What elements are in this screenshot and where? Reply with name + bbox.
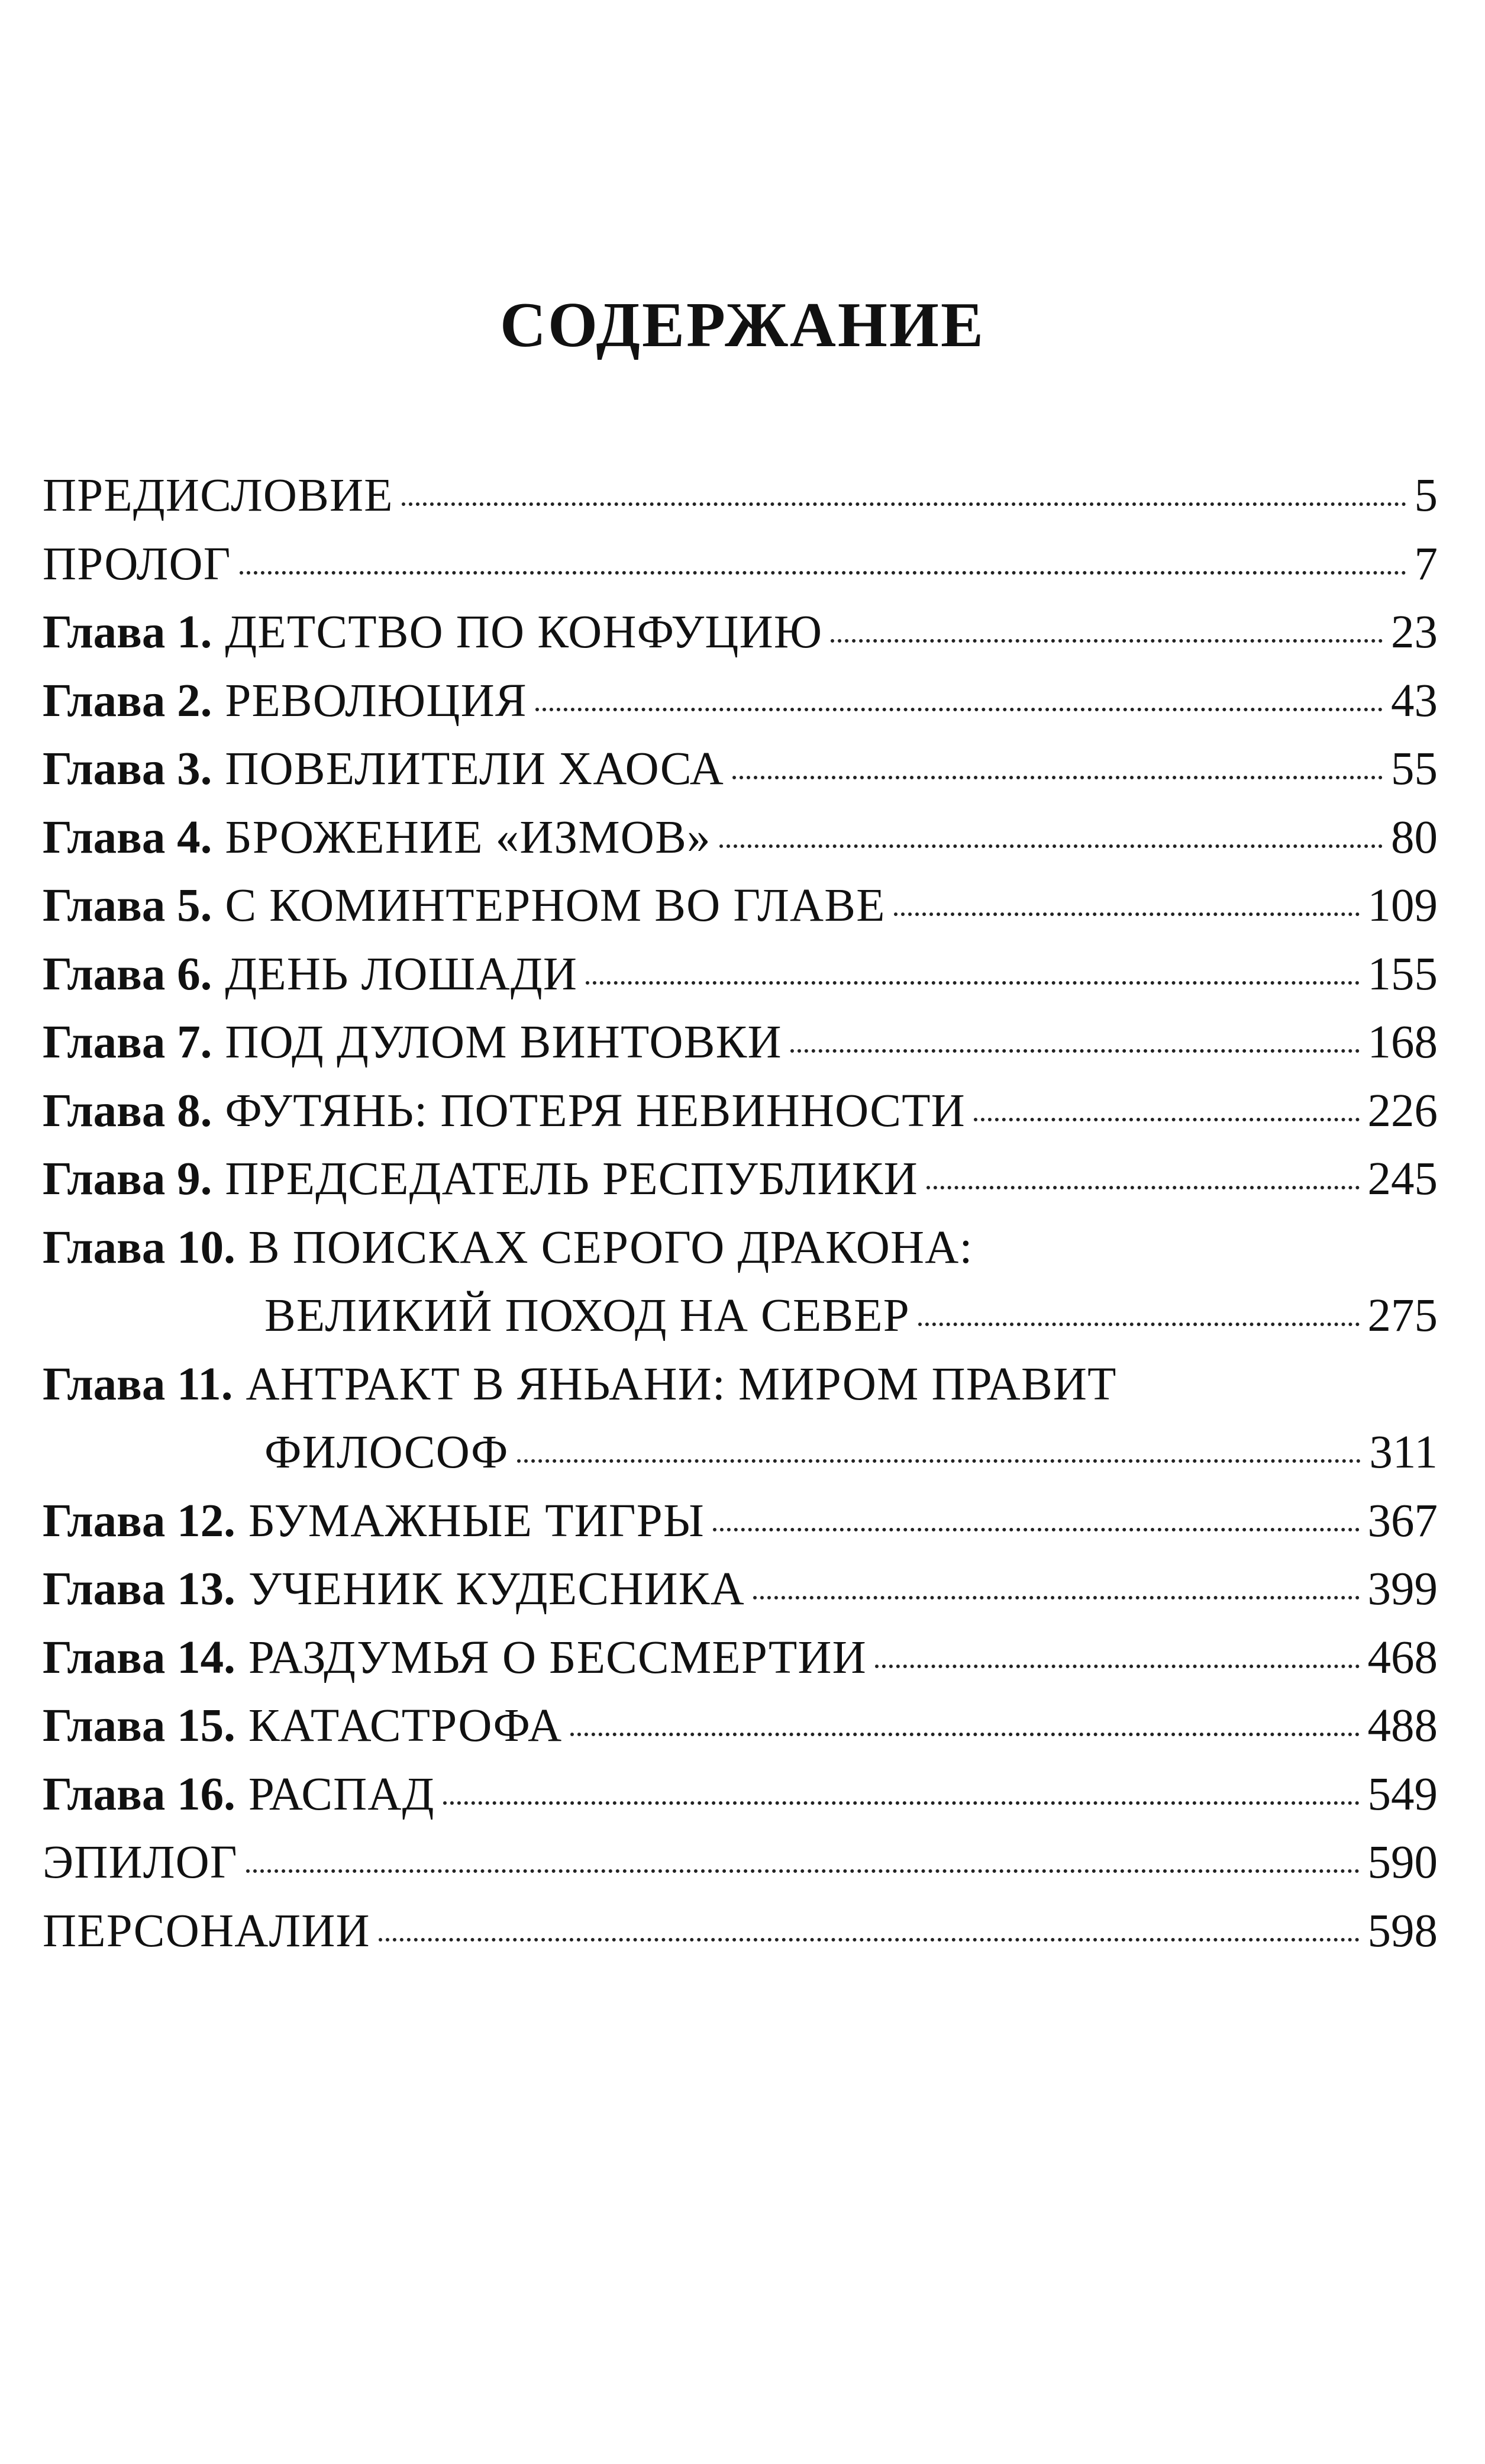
chapter-label: Глава 14.: [43, 1631, 235, 1683]
page-number: 245: [1367, 1153, 1438, 1205]
toc-entry: [43, 1555, 1438, 1624]
page-number: 5: [1414, 470, 1438, 521]
dot-leader: [790, 1049, 1360, 1053]
page-number: 549: [1367, 1768, 1438, 1820]
toc-entry: [43, 667, 1438, 736]
chapter-title: ДЕТСТВО ПО КОНФУЦИЮ: [225, 607, 823, 658]
chapter-label: Глава 2.: [43, 675, 212, 727]
chapter-title: ПРЕДСЕДАТЕЛЬ РЕСПУБЛИКИ: [225, 1153, 918, 1205]
page-number: 399: [1367, 1563, 1438, 1615]
toc-entry: [43, 530, 1438, 599]
dot-leader: [402, 502, 1406, 506]
dot-leader: [535, 708, 1383, 711]
page-number: 23: [1391, 607, 1438, 658]
toc-entry: [43, 1077, 1438, 1146]
chapter-label: Глава 6.: [43, 948, 212, 1000]
chapter-label: Глава 15.: [43, 1700, 235, 1752]
chapter-title: УЧЕНИК КУДЕСНИКА: [248, 1563, 745, 1615]
dot-leader: [875, 1665, 1360, 1668]
chapter-label: Глава 7.: [43, 1017, 212, 1068]
chapter-title: БУМАЖНЫЕ ТИГРЫ: [248, 1495, 705, 1547]
chapter-title: БРОЖЕНИЕ «ИЗМОВ»: [225, 811, 711, 863]
page-number: 311: [1369, 1427, 1438, 1478]
dot-leader: [894, 912, 1360, 916]
dot-leader: [918, 1323, 1360, 1326]
table-of-contents: [43, 462, 1438, 1965]
dot-leader: [753, 1596, 1360, 1599]
dot-leader: [240, 571, 1406, 575]
chapter-title: АНТРАКТ В ЯНЬАНИ: МИРОМ ПРАВИТ: [246, 1358, 1117, 1410]
toc-entry: [43, 598, 1438, 667]
chapter-label: Глава 16.: [43, 1768, 235, 1820]
chapter-title: КАТАСТРОФА: [248, 1700, 563, 1752]
chapter-title: ФИЛОСОФ: [264, 1427, 509, 1478]
chapter-title: ВЕЛИКИЙ ПОХОД НА СЕВЕР: [264, 1290, 910, 1341]
chapter-label: Глава 4.: [43, 811, 212, 863]
dot-leader: [517, 1459, 1361, 1463]
toc-entry: [43, 1350, 1438, 1419]
chapter-label: Глава 8.: [43, 1085, 212, 1137]
chapter-title: В ПОИСКАХ СЕРОГО ДРАКОНА:: [248, 1221, 973, 1273]
chapter-label: Глава 9.: [43, 1153, 212, 1205]
page-number: 226: [1367, 1085, 1438, 1137]
toc-entry: [43, 1282, 1438, 1350]
chapter-title: РАСПАД: [248, 1768, 435, 1820]
toc-entry: [43, 1624, 1438, 1692]
chapter-title: С КОМИНТЕРНОМ ВО ГЛАВЕ: [225, 880, 886, 931]
page-number: 275: [1367, 1290, 1438, 1341]
dot-leader: [443, 1801, 1360, 1805]
toc-entry: [43, 1214, 1438, 1282]
chapter-label: Глава 3.: [43, 743, 212, 795]
page-number: 55: [1391, 743, 1438, 795]
chapter-label: Глава 1.: [43, 607, 212, 658]
dot-leader: [379, 1938, 1360, 1941]
chapter-title: РЕВОЛЮЦИЯ: [225, 675, 527, 727]
toc-entry: [43, 872, 1438, 940]
toc-entry: [43, 804, 1438, 872]
dot-leader: [831, 639, 1383, 643]
page-number: 155: [1367, 948, 1438, 1000]
chapter-title: ПРЕДИСЛОВИЕ: [43, 470, 393, 521]
page-number: 43: [1391, 675, 1438, 727]
toc-entry: [43, 1692, 1438, 1760]
toc-entry: [43, 1145, 1438, 1214]
dot-leader: [246, 1869, 1360, 1873]
page-number: 80: [1391, 811, 1438, 863]
toc-entry: [43, 940, 1438, 1009]
dot-leader: [713, 1528, 1359, 1531]
chapter-label: Глава 10.: [43, 1221, 235, 1273]
chapter-title: ПРОЛОГ: [43, 538, 231, 590]
page-number: 590: [1367, 1837, 1438, 1888]
chapter-title: ДЕНЬ ЛОШАДИ: [225, 948, 578, 1000]
page-number: 168: [1367, 1017, 1438, 1068]
toc-entry: [43, 1760, 1438, 1829]
page-number: 367: [1367, 1495, 1438, 1547]
toc-entry: [43, 1418, 1438, 1487]
dot-leader: [926, 1186, 1360, 1189]
page-number: 109: [1367, 880, 1438, 931]
toc-entry: [43, 462, 1438, 530]
toc-entry: [43, 1897, 1438, 1966]
chapter-label: Глава 11.: [43, 1358, 233, 1410]
chapter-label: Глава 13.: [43, 1563, 235, 1615]
page-number: 7: [1414, 538, 1438, 590]
dot-leader: [974, 1118, 1360, 1121]
page-number: 468: [1367, 1631, 1438, 1683]
toc-entry: [43, 735, 1438, 804]
chapter-title: РАЗДУМЬЯ О БЕССМЕРТИИ: [248, 1631, 867, 1683]
toc-entry: [43, 1828, 1438, 1897]
dot-leader: [586, 981, 1359, 985]
toc-entry: [43, 1487, 1438, 1556]
page-number: 598: [1367, 1905, 1438, 1957]
dot-leader: [570, 1733, 1359, 1736]
dot-leader: [719, 844, 1383, 848]
chapter-title: ПОД ДУЛОМ ВИНТОВКИ: [225, 1017, 782, 1068]
dot-leader: [732, 776, 1383, 779]
chapter-title: ЭПИЛОГ: [43, 1837, 238, 1888]
toc-entry: [43, 1008, 1438, 1077]
chapter-label: Глава 12.: [43, 1495, 235, 1547]
chapter-title: ПЕРСОНАЛИИ: [43, 1905, 370, 1957]
chapter-title: ФУТЯНЬ: ПОТЕРЯ НЕВИННОСТИ: [225, 1085, 966, 1137]
chapter-title: ПОВЕЛИТЕЛИ ХАОСА: [225, 743, 725, 795]
page-title: СОДЕРЖАНИЕ: [500, 290, 985, 360]
chapter-label: Глава 5.: [43, 880, 212, 931]
page-number: 488: [1367, 1700, 1438, 1752]
